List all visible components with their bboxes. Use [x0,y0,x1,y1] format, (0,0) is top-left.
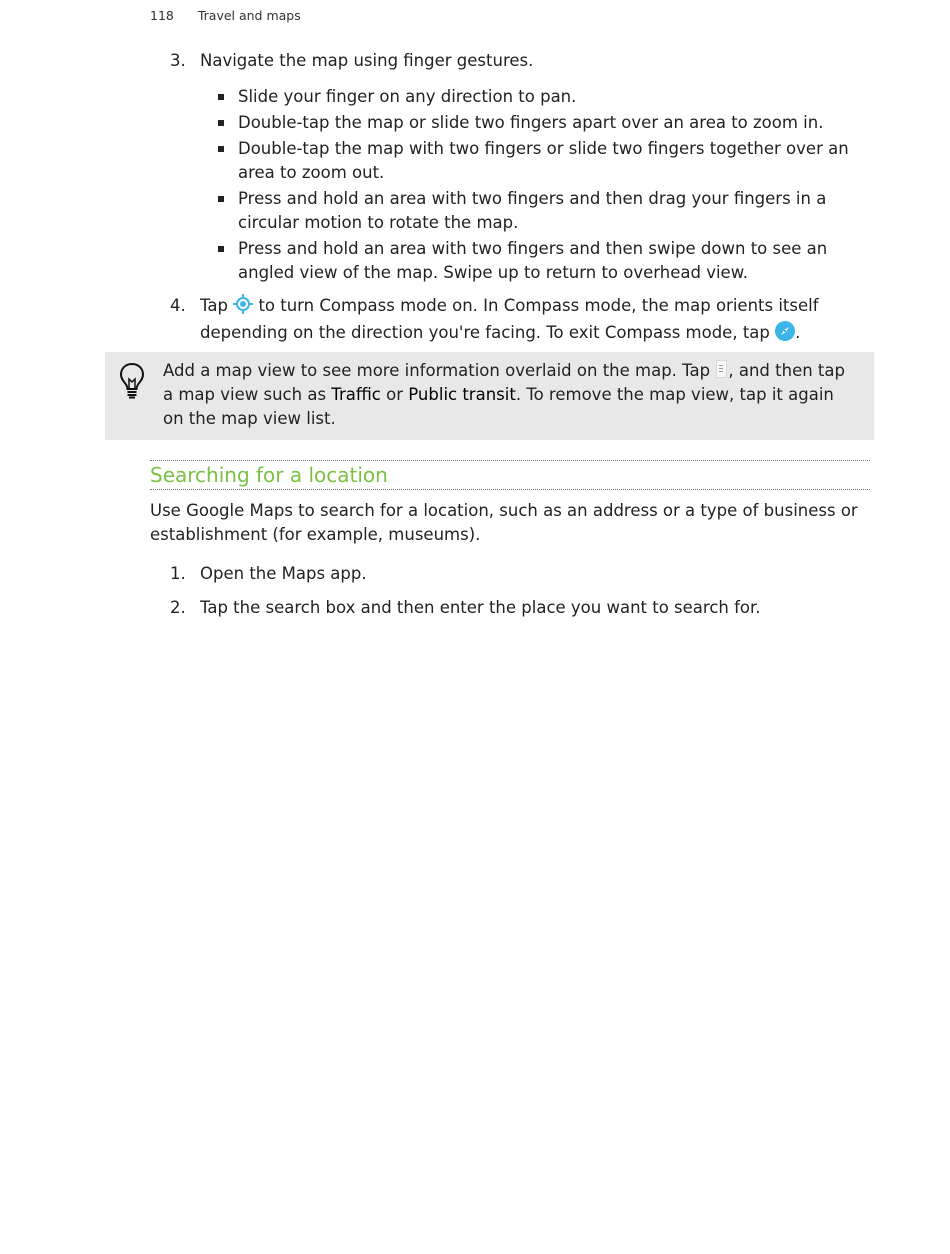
step-text: Navigate the map using finger gestures. [200,51,534,70]
lightbulb-icon [119,362,145,404]
bullet-marker [218,196,224,202]
list-item-text: Double-tap the map with two fingers or slide two fingers together over an area to zoom out. [238,139,849,182]
step-text-part: Tap [200,296,228,315]
list-item [218,237,863,285]
tip-term-traffic: Traffic [331,385,381,404]
step-4 [170,294,860,348]
location-target-icon [233,294,253,321]
search-step-1 [170,562,860,586]
chapter-title: Travel and maps [197,8,301,23]
page-number: 118 [150,8,174,23]
list-item-text: Press and hold an area with two fingers and then drag your fingers in a circular motion to rotate the map. [238,189,827,232]
bullet-marker [218,94,224,100]
step-number: 3. [170,51,186,70]
bullet-marker [218,120,224,126]
step-text: Open the Maps app. [200,564,367,583]
list-item-text: Press and hold an area with two fingers and then swipe down to see an angled view of the map. Swipe up to return to overhead view. [238,239,828,282]
step-number: 4. [170,296,186,315]
compass-icon [775,321,795,348]
bullet-marker [218,246,224,252]
search-step-2 [170,596,860,620]
section-divider-top [150,460,870,461]
tip-box [105,352,874,440]
tip-term-public-transit: Public transit [408,385,516,404]
tip-text-part: or [386,385,404,404]
step-text: Tap the search box and then enter the place you want to search for. [200,598,761,617]
section-divider-bottom [150,489,870,490]
step-number: 1. [170,564,186,583]
list-item-text: Double-tap the map or slide two fingers apart over an area to zoom in. [238,113,824,132]
tip-text-part: , and then tap a map view such as [163,361,845,404]
step-3 [170,49,860,73]
step-number: 2. [170,598,186,617]
bullet-marker [218,146,224,152]
list-item-text: Slide your finger on any direction to pan. [238,87,577,106]
step-text-part: to turn Compass mode on. In Compass mode, the map orients itself depending on the direction you're facing. To exit Compass mode, tap [200,296,819,342]
step-text [200,294,860,348]
section-title: Searching for a location [150,463,388,487]
page-header [150,8,301,23]
gesture-list [218,85,863,285]
list-item [218,187,863,235]
step-text-part: . [795,323,801,342]
section-intro: Use Google Maps to search for a location, such as an address or a type of business or establishment (for example, museums). [150,501,858,544]
list-item [218,137,863,185]
tip-text-part: Add a map view to see more information overlaid on the map. Tap [163,361,711,380]
menu-icon [716,360,727,378]
tip-text [163,359,853,431]
list-item [218,85,863,109]
tip-text-part: . To remove the map view, tap it again on the map view list. [163,385,834,428]
list-item [218,111,863,135]
